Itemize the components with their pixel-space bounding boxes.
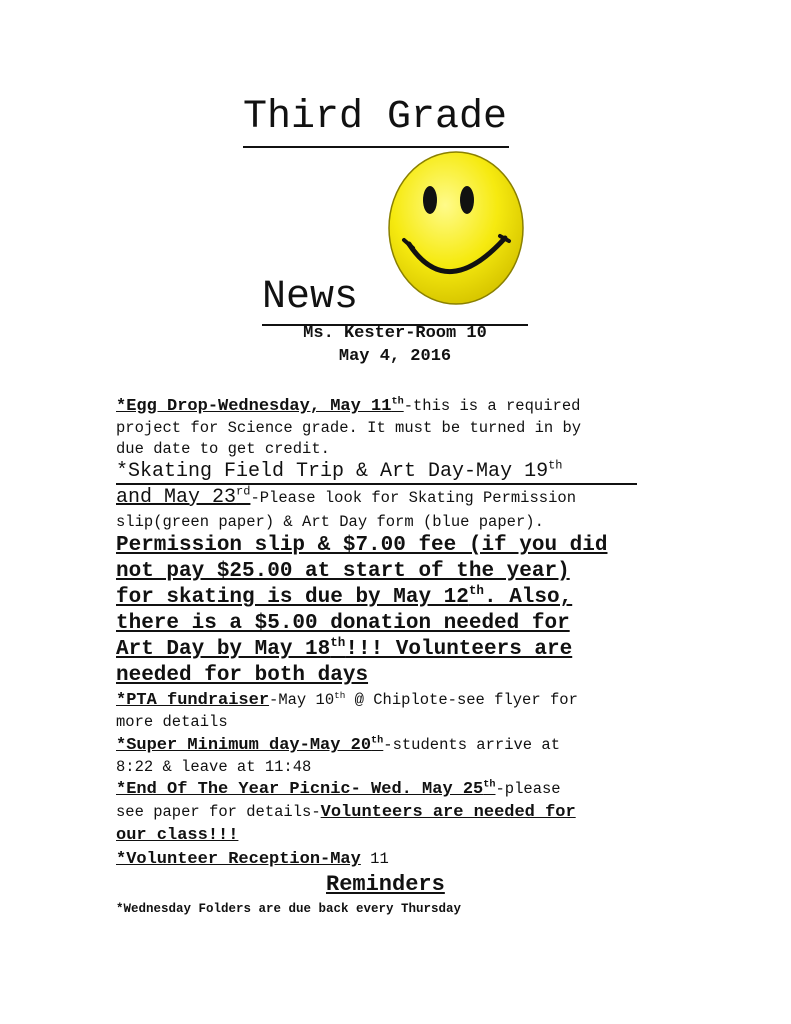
- newsletter-subtitle: News: [262, 272, 528, 326]
- permission-line-3: for skating is due by May 12th. Also,: [116, 584, 573, 609]
- reminders-heading: Reminders: [326, 872, 445, 897]
- egg-drop-text: -this is a required: [403, 397, 581, 415]
- permission-line-6: needed for both days: [116, 664, 369, 687]
- egg-drop-heading: *Egg Drop-Wednesday, May 11th: [116, 396, 404, 416]
- reception-item: [116, 849, 696, 871]
- pta-heading: *PTA fundraiser: [116, 691, 270, 710]
- skating-line-2: [116, 486, 696, 510]
- super-minimum-heading: *Super Minimum day-May 20th: [116, 735, 384, 755]
- picnic-text: -please: [495, 780, 561, 798]
- egg-drop-item: [116, 396, 696, 418]
- super-minimum-line-2: 8:22 & leave at 11:48: [116, 758, 312, 776]
- permission-line-1: Permission slip & $7.00 fee (if you did: [116, 534, 608, 557]
- egg-drop-line-2: project for Science grade. It must be turned in by: [116, 419, 582, 437]
- skating-underline: [116, 483, 637, 485]
- skating-heading-2: and May 23rd: [116, 484, 251, 509]
- permission-line-2: not pay $25.00 at start of the year): [116, 560, 570, 583]
- reception-text: 11: [360, 850, 389, 868]
- pta-item: [116, 690, 696, 712]
- picnic-heading: *End Of The Year Picnic- Wed. May 25th: [116, 779, 496, 799]
- pta-line-2: more details: [116, 713, 228, 731]
- picnic-volunteers: Volunteers are needed for: [320, 803, 576, 822]
- skating-text: -Please look for Skating Permission: [250, 489, 576, 507]
- newsletter-title: Third Grade: [243, 92, 509, 148]
- teacher-name: Ms. Kester-Room 10: [303, 324, 487, 343]
- permission-line-5: Art Day by May 18th!!! Volunteers are: [116, 636, 573, 661]
- reminder-line: *Wednesday Folders are due back every Thursday: [116, 902, 462, 916]
- picnic-item: [116, 779, 696, 801]
- picnic-line-3: our class!!!: [116, 826, 239, 845]
- super-minimum-item: [116, 735, 696, 757]
- pta-text: -May 10th @ Chiplote-see flyer for: [269, 689, 578, 709]
- reception-heading: *Volunteer Reception-May: [116, 850, 361, 869]
- super-minimum-text: -students arrive at: [383, 736, 561, 754]
- skating-heading-1: *Skating Field Trip & Art Day-May 19th: [116, 458, 563, 483]
- newsletter-date: May 4, 2016: [338, 347, 452, 366]
- picnic-line-2: see paper for details-Volunteers are needed for: [116, 803, 576, 822]
- permission-line-4: there is a $5.00 donation needed for: [116, 612, 570, 635]
- skating-line-3: slip(green paper) & Art Day form (blue paper).: [116, 513, 544, 531]
- egg-drop-line-3: due date to get credit.: [116, 440, 330, 458]
